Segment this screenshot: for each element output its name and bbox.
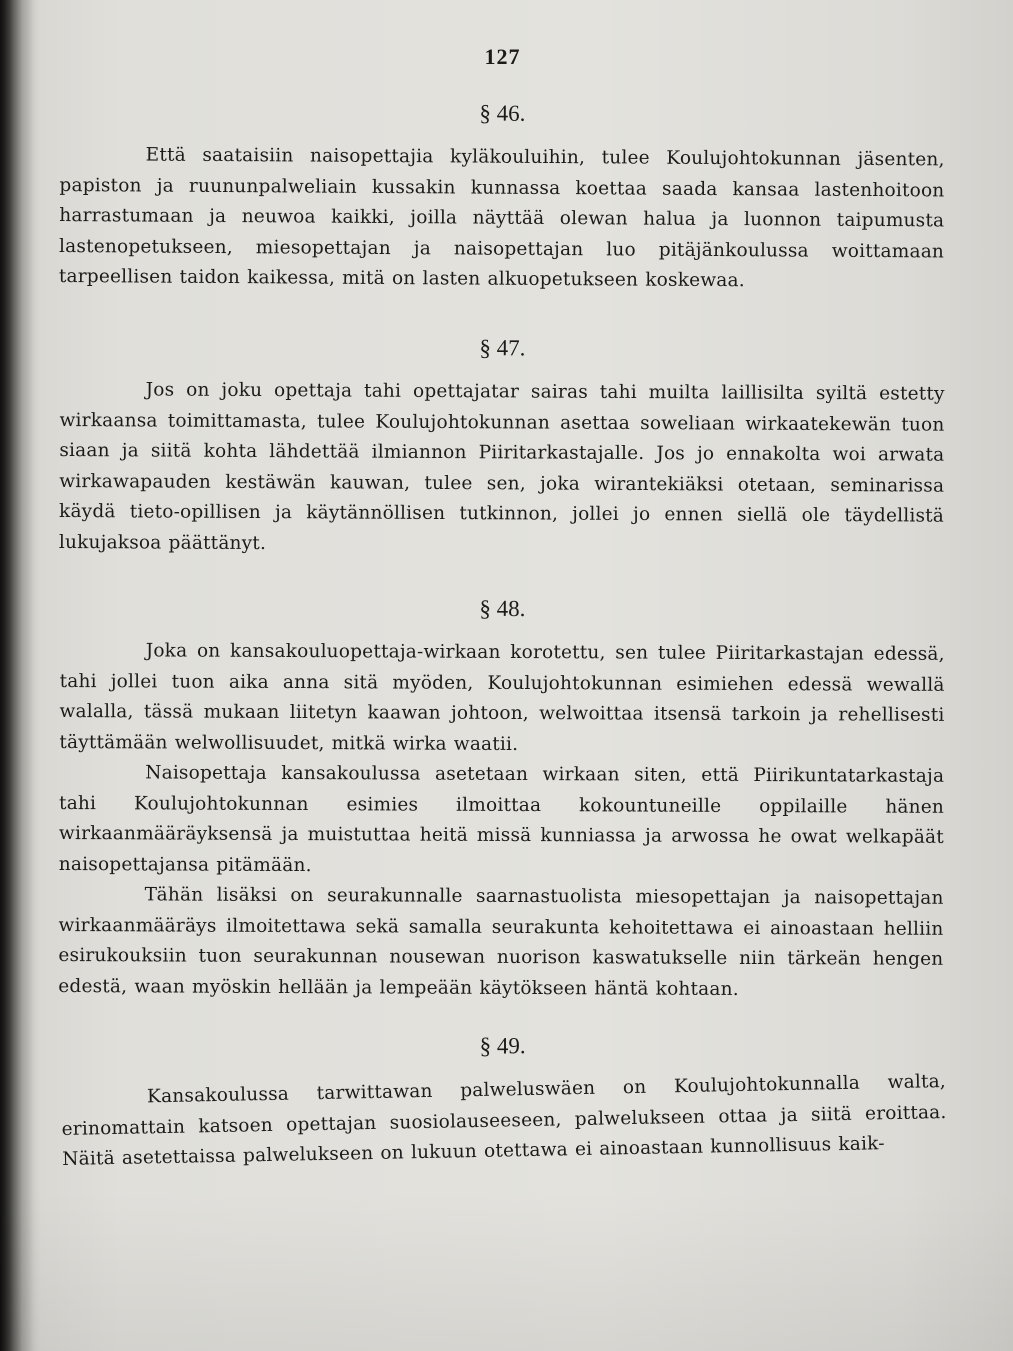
section-heading-46: § 46. <box>479 100 526 126</box>
section-47-paragraph: Jos on joku opettaja tahi opettajatar sairas tahi muilta laillisilta syiltä estetty wirkaansa toimittamasta, tulee Koulujohtokunnan asettaa soweliaan wirkaatekewän tuon siaan ja siitä kohta lähdettää ilmiannon Piiritarkastajalle. Jos jo ennakolta woi arwata wirkawapauden kestäwän kauwan, tulee sen, joka wirantekiäksi otetaan, seminarissa käydä tieto-opillisen ja käytännöllisen tutkinnon, jollei jo ennen siellä ole täydellistä lukujaksoa päättänyt. <box>58 378 945 554</box>
section-heading-49: § 49. <box>479 1033 526 1059</box>
book-page <box>60 44 945 1294</box>
section-49 <box>60 1025 947 1175</box>
section-48-paragraph-2: Naisopettaja kansakoulussa asetetaan wirkaan siten, että Piirikuntatarkastaja tahi Koulujohtokunnan esimies ilmoittaa kokountuneille oppilaille hänen wirkaanmääräyksensä ja muistuttaa heitä missä kunniassa ja arwossa he owat welkapäät naisopettajansa pitämään. <box>58 761 945 876</box>
section-46-paragraph: Että saataisiin naisopettajia kyläkouluihin, tulee Koulujohtokunnan jäsenten, papiston ja ruununpalweliain kussakin kunnassa koettaa saada kansaa lastenhoitoon harrastumaan ja neuwoa kaikki, joilla näyttää olewan halua ja luonnon taipumusta lastenopetukseen, miesopettajan ja naisopettajan luo pitäjänkoulussa woittamaan tarpeellisen taidon kaikessa, mitä on lasten alkuopetukseen koskewaa. <box>58 144 945 292</box>
section-47 <box>59 333 945 563</box>
section-heading-47: § 47. <box>479 334 526 360</box>
section-heading-48: § 48. <box>479 595 526 621</box>
page-number: 127 <box>484 44 521 69</box>
section-48 <box>58 594 945 1006</box>
section-46 <box>59 98 945 298</box>
section-48-paragraph-1: Joka on kansakouluopettaja-wirkaan korotettu, sen tulee Piiritarkastajan edessä, tahi jollei tuon aika anna sitä myöden, Koulujohtokunnan esimiehen edessä wewallä walalla, tässä mukaan liitetyn kaawan johtoon, welwoittaa itsensä tarkoin ja rehellisesti täyttämään welwollisuudet, mitkä wirka waatii. <box>59 639 945 755</box>
section-49-paragraph: Kansakoulussa tarwittawan palweluswäen on Koulujohtokunnalla walta, erinomattain katsoen opettajan suosiolauseeseen, palwelukseen ottaa ja siitä eroittaa. Näitä asetettaissa palwelukseen on lukuun otettawa ei ainoastaan kunnollisuus kaik- <box>61 1070 947 1170</box>
section-48-paragraph-3: Tähän lisäksi on seurakunnalle saarnastuolista miesopettajan ja naisopettajan wirkaanmääräys ilmoitettawa sekä samalla seurakunta kehoitettawa ei ainoastaan helliin esirukouksiin tuon seurakunnan nousewan nuorison kaswatukselle niin tärkeän hengen edestä, waan myöskin hellään ja lempeään käytökseen häntä kohtaan. <box>58 883 944 999</box>
book-gutter-shadow <box>0 0 34 1351</box>
